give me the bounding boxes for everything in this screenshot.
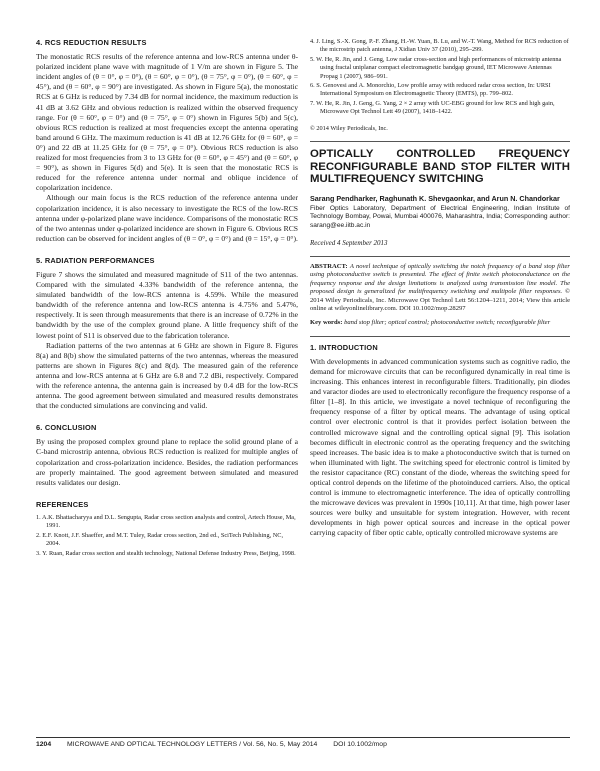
page-number: 1204: [36, 741, 52, 748]
right-column: [310, 38, 570, 539]
abstract-text: A novel technique of optically switching the notch frequency of a band stop filter using photoconductive switch is presented. The effect of finite switch photoconductance on the frequency response and the design limitations is analyzed using transmission line model. The proposed design is generalized for multifrequency switching and multipole filter responses.: [310, 262, 570, 296]
references-heading: REFERENCES: [36, 499, 89, 509]
paragraph: By using the proposed complex ground plane to replace the solid ground plane of a C-band microstrip antenna, obvious RCS reduction is realized for multiple angles of copolarization and cross-polarization incidence. Besides, the radiation performances are properly maintained. The good agreement between simulated and measured results validates our design.: [36, 437, 298, 487]
paragraph: Radiation patterns of the two antennas at 6 GHz are shown in Figure 8. Figures 8(a) and 8(b) show the simulated patterns of the two antennas, whereas the measured patterns are shown in Figures 8(c) and 8(d). The measured gain of the reference antenna and low-RCS antenna at 6 GHz are 6.8 and 7.2 dBi, respectively. Compared with the reference antenna, the antenna gain is increased by 0.4 dB for the low-RCS antenna. The good agreement between simulated and measured results demonstrates that the conducted simulations are convincing and valid.: [36, 340, 298, 411]
section-heading-rcs-reduction: 4. RCS REDUCTION RESULTS: [36, 38, 147, 47]
abstract-label: ABSTRACT:: [310, 262, 348, 270]
keywords: [310, 319, 570, 327]
received-date: Received 4 September 2013: [310, 238, 388, 247]
paragraph: With developments in advanced communication systems such as cognitive radio, the demand for microwave circuits that can be reconfigured dynamically in real time is increasing. This enhances interest in reconfigurable filters. Traditionally, pin diodes and varactor diodes are used to electronically reconfigure the frequency response of a filter [1–8]. In this article, we investigate a novel technique of reconfiguring the frequency response of a filter by optical means. The advantage of using optical control over electronic control is that it provides perfect isolation between the controlled microwave signal and the controlling optical signal [9]. This isolation becomes difficult in electronic control as the operating frequency and the switching speed increases. The basic idea is to make a photoconductive switch that is turned on when illuminated with light. The switching speed for electronic control is limited by the resistor capacitance (RC) constant of the diode, whereas the switching speed for optical control depends on the lifetime of the photoinduced carriers. Also, the optical control is immune to electromagnetic interference. The idea of optically controlling the microwave devices was prevalent in 1990s [10,11]. At that time, high power laser sources were bulky and unsuitable for system integration. However, with recent developments in high power optical sources and increase in the optical power carrying capacity of fiber optic cable, optically controlled microwave systems are: [310, 356, 570, 538]
divider: [310, 256, 570, 257]
paragraph: Although our main focus is the RCS reduction of the reference antenna under copolarization incidence, it is also necessary to investigate the RCS of the low-RCS antenna under φ-polarized plane wave incidence. Comparisons of the monostatic RCS of the two antennas under φ-polarized incidence are shown in Figure 6. Obvious RCS reduction can be observed for incident angles of (θ = 0°, φ = 0°) and (θ = 15°, φ = 0°).: [36, 193, 298, 243]
reference-list: [36, 514, 298, 558]
copyright: © 2014 Wiley Periodicals, Inc.: [310, 124, 388, 132]
affiliation: Fiber Optics Laboratory, Department of Electrical Engineering, Indian Institute of Technology Bombay, Powai, Mumbai 400076, Maharashtra, India; Corresponding author: sarang@ee.iitb.ac.in: [310, 205, 570, 229]
section-heading-conclusion: 6. CONCLUSION: [36, 423, 97, 433]
doi: DOI 10.1002/mop: [333, 741, 387, 748]
abstract: [310, 263, 570, 313]
authors: Sarang Pendharker, Raghunath K. Shevgaonkar, and Arun N. Chandorkar: [310, 193, 560, 203]
paragraph: The monostatic RCS results of the reference antenna and low-RCS antenna under θ-polarized incident plane wave with magnitude of 1 V/m are shown in Figure 5. The incident angles of (θ = 0°, φ = 0°), (θ = 60°, φ = 0°), (θ = 75°, φ = 0°), (θ = 60°, φ = 45°), and (θ = 60°, φ = 90°) are investigated. As shown in Figure 5(a), the monostatic RCS at 6 GHz is reduced by 7.34 dB for normal incidence, the maximum reduction is 41 dB at 3.62 GHz and obvious reduction is realized within the observed frequency range. For (θ = 60°, φ = 0°) and (θ = 75°, φ = 0°) shown in Figures 5(b) and 5(c), obvious RCS reduction is realized at most frequencies except the antenna operating band around 6 GHz. The maximum reduction is 41 dB at 12.76 GHz for (θ = 60°, φ = 0°) and 22 dB at 11.25 GHz for (θ = 75°, φ = 0°). Obvious RCS reduction is also realized for most frequencies from 3 to 13 GHz for (θ = 60°, φ = 45°) and (θ = 60°, φ = 90°), as shown in Figures 5(d) and 5(e). It is seen that the monostatic RCS is reduced for the reference antenna under normal and oblique incidence of copolarization incidence.: [36, 52, 298, 193]
reference-item: 3. Y. Ruan, Radar cross section and stealth technology, National Defense Industry Press, Beijing, 1998.: [36, 549, 296, 557]
paragraph: Figure 7 shows the simulated and measured magnitude of S11 of the two antennas. Compared with the simulated 4.33% bandwidth of the reference antenna, the simulated bandwidth of the low-RCS antenna is 4.59%. While the measured bandwidth of the reference antenna and low-RCS antenna is 4.75% and 5.47%, respectively. It is seen through measurements that there is an increase of 0.72% in the bandwidth by the use of the complex ground plane. A little frequency shift of the lowest point of S11 is observed due to the fabrication tolerance.: [36, 269, 298, 340]
article-title: OPTICALLY CONTROLLED FREQUENCY RECONFIGURABLE BAND STOP FILTER WITH MULTIFREQUENCY SWITCHING: [310, 148, 570, 186]
section-heading-radiation: 5. RADIATION PERFORMANCES: [36, 255, 155, 265]
reference-item: 4. J. Ling, S.-X. Gong, P.-F. Zhang, H.-W. Yuan, B. Lu, and W.-T. Wang, Method for RCS reduction of the microstrip patch antenna, J Xidian Univ 37 (2010), 295–299.: [310, 38, 569, 54]
reference-item: 7. W. He, R. Jin, J. Geng, G. Yang, 2 × 2 array with UC-EBG ground for low RCS and high gain, Microwave Opt Technol Lett 49 (2007), 1418–1422.: [310, 99, 555, 116]
reference-item: 1. A.K. Bhattacharyya and D.L. Sengupta, Radar cross section analysis and control, Artech House, Ma, 1991.: [36, 513, 296, 530]
abstract-citation: © 2014 Wiley Periodicals, Inc. Microwave Opt Technol Lett 56:1204–1211, 2014; View this article online at wileyonlinelibrary.com. DOI 10.1002/mop.28297: [310, 288, 570, 312]
reference-item: 2. E.F. Knott, J.F. Shaeffer, and M.T. Tuley, Radar cross section, 2nd ed., SciTech Publishing, NC, 2004.: [36, 531, 284, 548]
left-column: [36, 38, 298, 559]
journal-info: MICROWAVE AND OPTICAL TECHNOLOGY LETTERS / Vol. 56, No. 5, May 2014: [67, 741, 318, 748]
page-footer: [36, 737, 570, 748]
reference-item: 5. W. He, R. Jin, and J. Geng, Low radar cross-section and high performances of microstrip antenna using fractal uniplanar compact electromagnetic bandgap ground, IET Microwave Antennas Propag 1 (2007), 986–991.: [310, 55, 562, 80]
divider: [310, 336, 570, 337]
reference-list: [310, 38, 570, 117]
keywords-label: Key words:: [310, 319, 343, 327]
reference-item: 6. S. Genovesi and A. Monorchio, Low profile array with reduced radar cross section, In: URSI International Symposium on Electromagnetic Theory (EMTS), pp. 799–802.: [310, 82, 551, 98]
keywords-text: band stop filter; optical control; photoconductive switch; reconfigurable filter: [344, 319, 551, 327]
section-heading-introduction: 1. INTRODUCTION: [310, 342, 378, 352]
divider: [310, 141, 570, 142]
